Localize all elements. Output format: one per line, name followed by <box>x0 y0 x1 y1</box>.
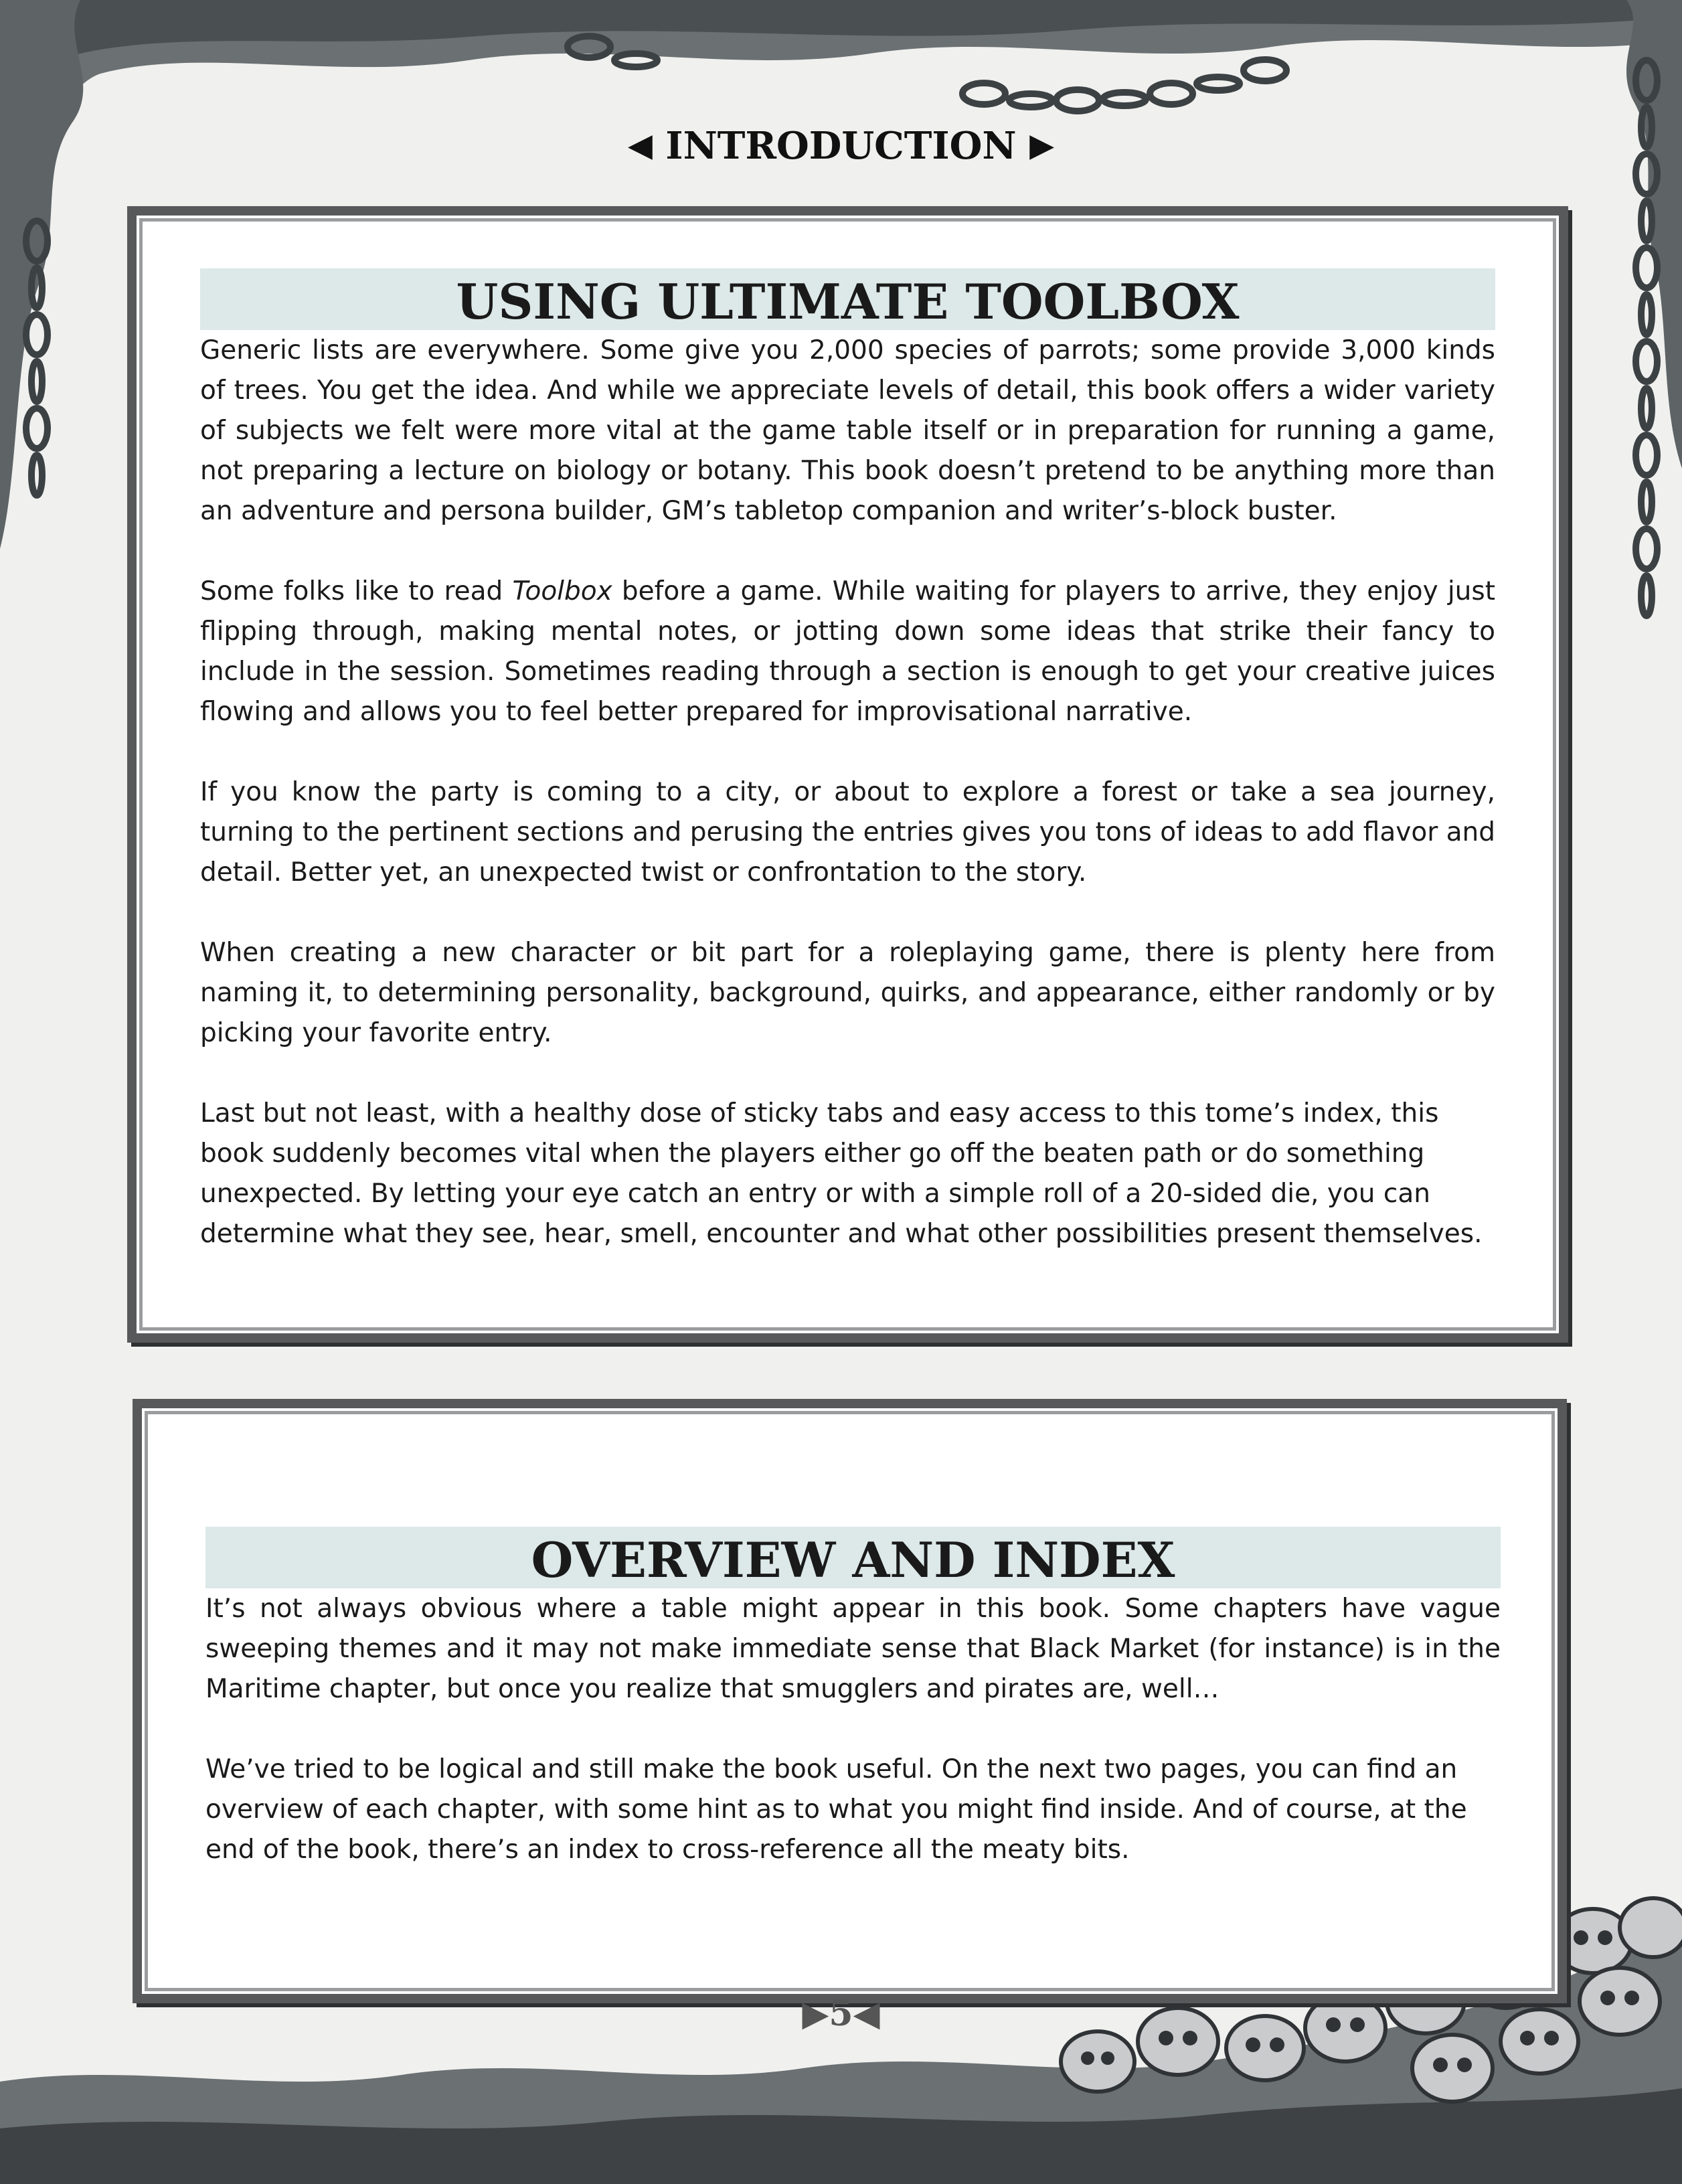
section-body <box>200 331 1495 1294</box>
paragraph: If you know the party is coming to a city, or about to explore a forest or take a sea journey, turning to the pertinent sections and perusing the entries gives you tons of ideas to add flavor and detail. Better yet, an unexpected twist or confrontation to the story. <box>200 777 1495 888</box>
section-box-overview-and-index <box>133 1399 1567 2003</box>
section-body <box>205 1589 1501 1910</box>
paragraph: Last but not least, with a healthy dose of sticky tabs and easy access to this tome’s index, this book suddenly becomes vital when the players either go off the beaten path or do something unexpected. By letting your eye catch an entry or with a simple roll of a 20-sided die, you can determine what they see, hear, smell, encounter and what other possibilities present themselves. <box>200 1098 1483 1249</box>
page-number <box>0 1993 1682 2034</box>
paragraph: When creating a new character or bit part for a roleplaying game, there is plenty here from naming it, to determining personality, background, quirks, and appearance, either randomly or by picking your favorite entry. <box>200 938 1495 1048</box>
paragraph-text: before a game. While waiting for players to arrive, they enjoy just flipping through, making mental notes, or jotting down some ideas that strike their fancy to include in the session. Sometimes reading through a section is enough to get your creative juices flowing and allows you to feel better prepared for improvisational narrative. <box>200 576 1495 727</box>
header-right-arrow-icon: ▶ <box>1029 127 1055 164</box>
page-number-left-arrow-icon: ▶ <box>802 1993 829 2034</box>
paragraph-text: Some folks like to read <box>200 576 513 606</box>
paragraph: Generic lists are everywhere. Some give you 2,000 species of parrots; some provide 3,000 kinds of trees. You get the idea. And while we appreciate levels of detail, this book offers a wider variety of subjects we felt were more vital at the game table itself or in preparation for running a game, not preparing a lecture on biology or botany. This book doesn’t pretend to be anything more than an adventure and persona builder, GM’s tabletop companion and writer’s-block buster. <box>200 335 1495 526</box>
section-title: OVERVIEW AND INDEX <box>205 1527 1501 1588</box>
header-left-arrow-icon: ◀ <box>627 127 653 164</box>
paragraph: We’ve tried to be logical and still make the book useful. On the next two pages, you can find an overview of each chapter, with some hint as to what you might find inside. And of course, at the end of the book, there’s an index to cross-reference all the meaty bits. <box>205 1754 1467 1865</box>
paragraph: It’s not always obvious where a table might appear in this book. Some chapters have vague sweeping themes and it may not make immediate sense that Black Market (for instance) is in the Maritime chapter, but once you realize that smugglers and pirates are, well… <box>205 1594 1501 1704</box>
paragraph <box>200 572 1495 732</box>
chapter-title: INTRODUCTION <box>665 124 1017 168</box>
chapter-header <box>0 124 1682 168</box>
book-title: Toolbox <box>512 576 612 606</box>
section-box-using-ultimate-toolbox <box>127 206 1568 1343</box>
section-title: USING ULTIMATE TOOLBOX <box>200 268 1495 330</box>
page-number-right-arrow-icon: ◀ <box>853 1993 880 2034</box>
page-number-value: 5 <box>829 1993 853 2034</box>
